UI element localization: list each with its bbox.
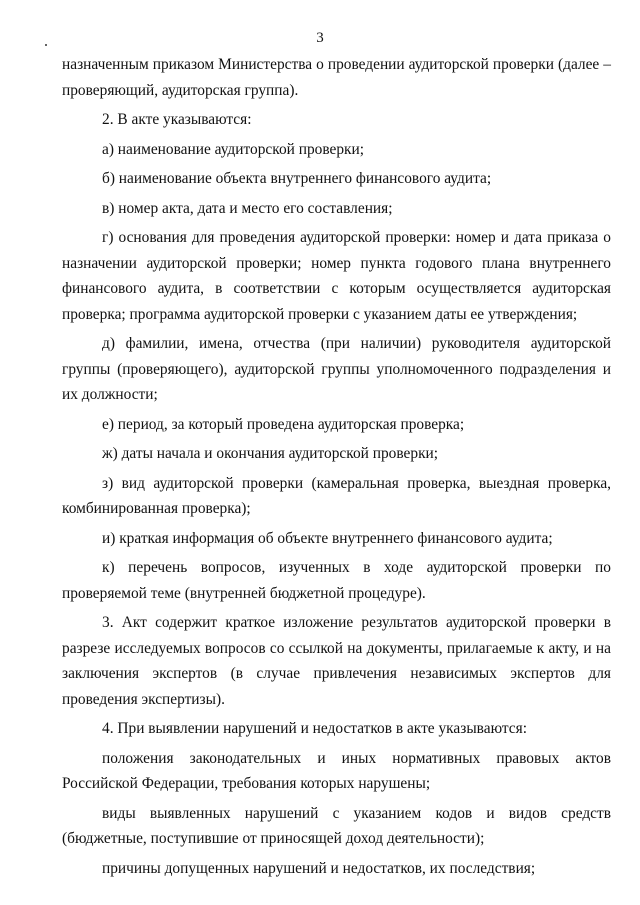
paragraph-section-3: 3. Акт содержит краткое изложение результатов аудиторской проверки в разрезе исследуемых вопросов со ссылкой на документы, прилагаемые к акту, и на заключения экспертов (в случае привлечения независимых экспертов для проведения экспертизы).: [62, 614, 611, 708]
page-number: 3: [316, 30, 324, 46]
list-item-zh: ж) даты начала и окончания аудиторской проверки;: [102, 445, 439, 462]
paragraph-violation-causes: причины допущенных нарушений и недостатков, их последствия;: [102, 859, 536, 877]
paragraph-violation-types: виды выявленных нарушений с указанием кодов и видов средств (бюджетные, поступившие от приносящей доход деятельности);: [62, 804, 611, 847]
list-item-z: з) вид аудиторской проверки (камеральная проверка, выездная проверка, комбинированная проверка);: [62, 474, 611, 517]
list-item-d: д) фамилии, имена, отчества (при наличии) руководителя аудиторской группы (проверяющего), аудиторской группы уполномоченного подразделения и их должности;: [62, 335, 611, 403]
list-item-e: е) период, за который проведена аудиторская проверка;: [102, 415, 465, 433]
paragraph-section-4-heading: 4. При выявлении нарушений и недостатков в акте указываются:: [102, 720, 527, 737]
list-item-v: в) номер акта, дата и место его составления;: [102, 199, 393, 217]
list-item-i: и) краткая информация об объекте внутреннего финансового аудита;: [102, 529, 553, 547]
paragraph-legal-provisions: положения законодательных и иных нормативных правовых актов Российской Федерации, требования которых нарушены;: [62, 749, 611, 792]
list-item-b: б) наименование объекта внутреннего финансового аудита;: [102, 170, 492, 187]
paragraph-section-2-heading: 2. В акте указываются:: [102, 111, 252, 128]
paragraph-continuation: назначенным приказом Министерства о проведении аудиторской проверки (далее – проверяющий, аудиторская группа).: [62, 56, 611, 99]
list-item-k: к) перечень вопросов, изученных в ходе аудиторской проверки по проверяемой теме (внутренней бюджетной процедуре).: [62, 559, 611, 602]
list-item-g: г) основания для проведения аудиторской проверки: номер и дата приказа о назначении аудиторской проверки; номер пункта годового плана внутреннего финансового аудита, в соответствии с которым осуществляется аудиторская проверка; программа аудиторской проверки с указанием даты ее утверждения;: [62, 229, 611, 323]
document-body: [62, 52, 611, 881]
list-item-a: а) наименование аудиторской проверки;: [102, 140, 365, 158]
